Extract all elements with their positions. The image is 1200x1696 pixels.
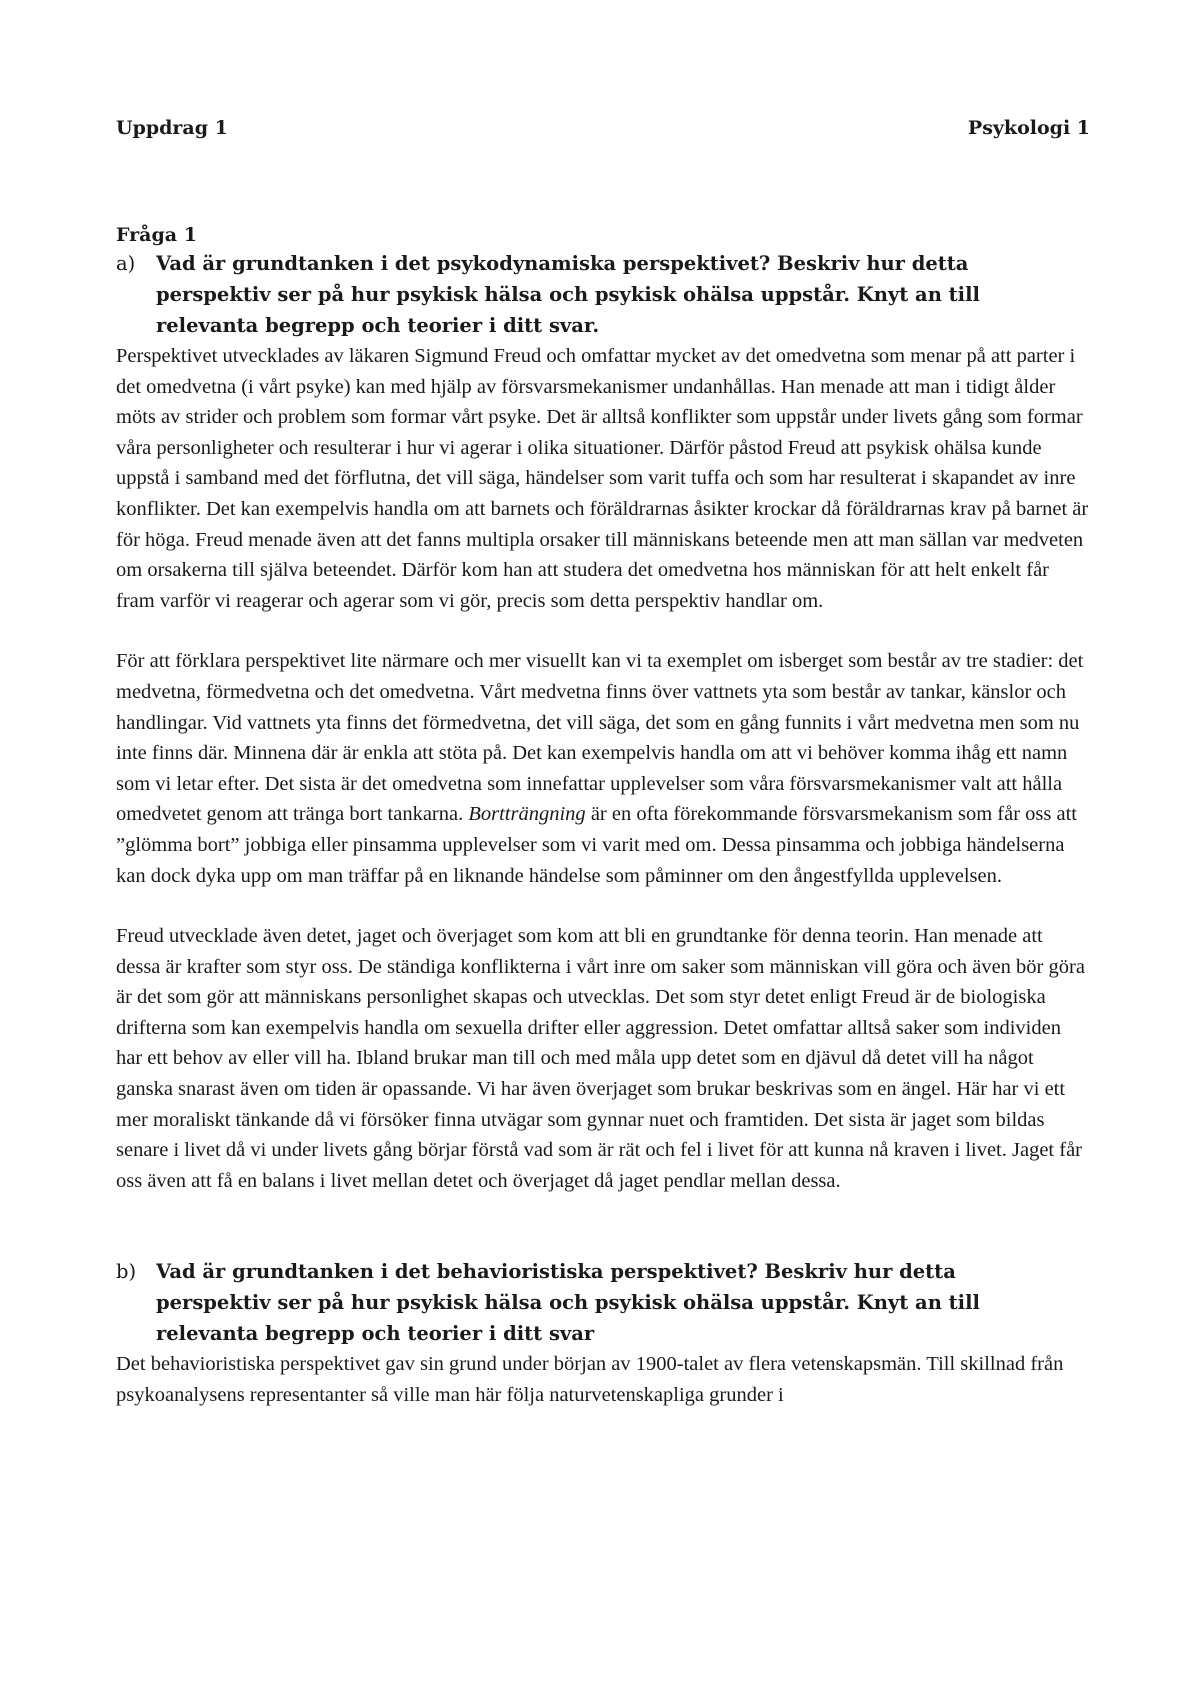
part-a-paragraph-2-end: är en ofta förekommande försvarsmekanism som får oss att ”glömma bort” jobbiga eller pinsamma upplevelser som vi varit med om. Dessa pinsamma och jobbiga händelserna kan dock dyka upp om man träffar på en liknande händelse som påminner om den ångestfyllda upplevelsen. <box>116 803 1077 887</box>
part-a-paragraph-2-start: För att förklara perspektivet lite närmare och mer visuellt kan vi ta exemplet om isberget som består av tre stadier: det medvetna, förmedvetna och det omedvetna. Vårt medvetna finns över vattnets yta som består av tankar, känslor och handlingar. Vid vattnets yta finns det förmedvetna, det vill säga, det som en gång funnits i vårt medvetna men som nu inte finns där. Minnena där är enkla att stöta på. Det kan exempelvis handla om att vi behöver komma ihåg ett namn som vi letar efter. Det sista är det omedvetna som innefattar upplevelser som våra försvarsmekanismer valt att hålla omedvetet genom att tränga bort tankarna. <box>116 650 1084 826</box>
part-b-question-text: Vad är grundtanken i det behavioristiska perspektivet? Beskriv hur detta perspektiv ser på hur psykisk hälsa och psykisk ohälsa uppstår. Knyt an till relevanta begrepp och teorier i ditt svar <box>156 1260 980 1346</box>
part-a-letter: a) <box>116 252 136 275</box>
part-a-question-text: Vad är grundtanken i det psykodynamiska perspektivet? Beskriv hur detta perspektiv ser på hur psykisk hälsa och psykisk ohälsa uppstår. Knyt an till relevanta begrepp och teorier i ditt svar. <box>156 252 980 337</box>
part-a-paragraph-1: Perspektivet utvecklades av läkaren Sigmund Freud och omfattar mycket av det omedvetna som menar på att parter i det omedvetna (i vårt psyke) kan med hjälp av försvarsmekanismer undanhållas. Han menade att man i tidigt ålder möts av strider och problem som formar vårt psyke. Det är alltså konflikter som uppstår under livets gång som formar våra personligheter och resulterar i hur vi agerar i olika situationer. Därför påstod Freud att psykisk ohälsa kunde uppstå i samband med det förflutna, det vill säga, händelser som varit tuffa och som har resulterat i skapandet av inre konflikter. Det kan exempelvis handla om att barnets och föräldrarnas åsikter krockar då föräldrarnas krav på barnet är för höga. Freud menade även att det fanns multipla orsaker till människans beteende men att man sällan var medveten om orsakerna till själva beteendet. Därför kom han att studera det omedvetna hos människan för att helt enkelt får fram varför vi reagerar och agerar som vi gör, precis som detta perspektiv handlar om. <box>116 345 1089 612</box>
part-a-paragraph-3: Freud utvecklade även detet, jaget och överjaget som kom att bli en grundtanke för denna teorin. Han menade att dessa är krafter som styr oss. De ständiga konflikterna i vårt inre om saker som människan vill göra och även bör göra är det som gör att människans personlighet skapas och utvecklas. Det som styr detet enligt Freud är de biologiska drifterna som kan exempelvis handla om sexuella drifter eller aggression. Detet omfattar alltså saker som individen har ett behov av eller vill ha. Ibland brukar man till och med måla upp detet som en djävul då detet vill ha något ganska snarast även om tiden är opassande. Vi har även överjaget som brukar beskrivas som en ängel. Här har vi ett mer moraliskt tänkande då vi försöker finna utvägar som gynnar nuet och framtiden. Det sista är jaget som bildas senare i livet då vi under livets gång börjar förstå vad som är rät och fel i livet för att kunna nå kraven i livet. Jaget får oss även att få en balans i livet mellan detet och överjaget då jaget pendlar mellan dessa. <box>116 925 1085 1192</box>
question-heading: Fråga 1 <box>116 224 197 246</box>
assignment-title: Uppdrag 1 <box>116 117 228 139</box>
part-b-question <box>116 1256 1090 1349</box>
document-page <box>116 113 1090 1411</box>
part-b-paragraph-1: Det behavioristiska perspektivet gav sin grund under början av 1900-talet av flera vetenskapsmän. Till skillnad från psykoanalysens representanter så ville man här följa naturvetenskapliga grunder i <box>116 1353 1064 1407</box>
section-spacer <box>116 1196 1090 1256</box>
course-title: Psykologi 1 <box>967 117 1090 139</box>
part-a-paragraph-2-italic-term: Bortträngning <box>468 803 586 826</box>
part-a-paragraph-2 <box>116 646 1090 891</box>
paragraph-spacer <box>116 891 1090 921</box>
document-header <box>116 113 1090 143</box>
paragraph-spacer <box>116 616 1090 646</box>
part-a-question <box>116 248 1090 341</box>
part-b-letter: b) <box>116 1260 137 1284</box>
